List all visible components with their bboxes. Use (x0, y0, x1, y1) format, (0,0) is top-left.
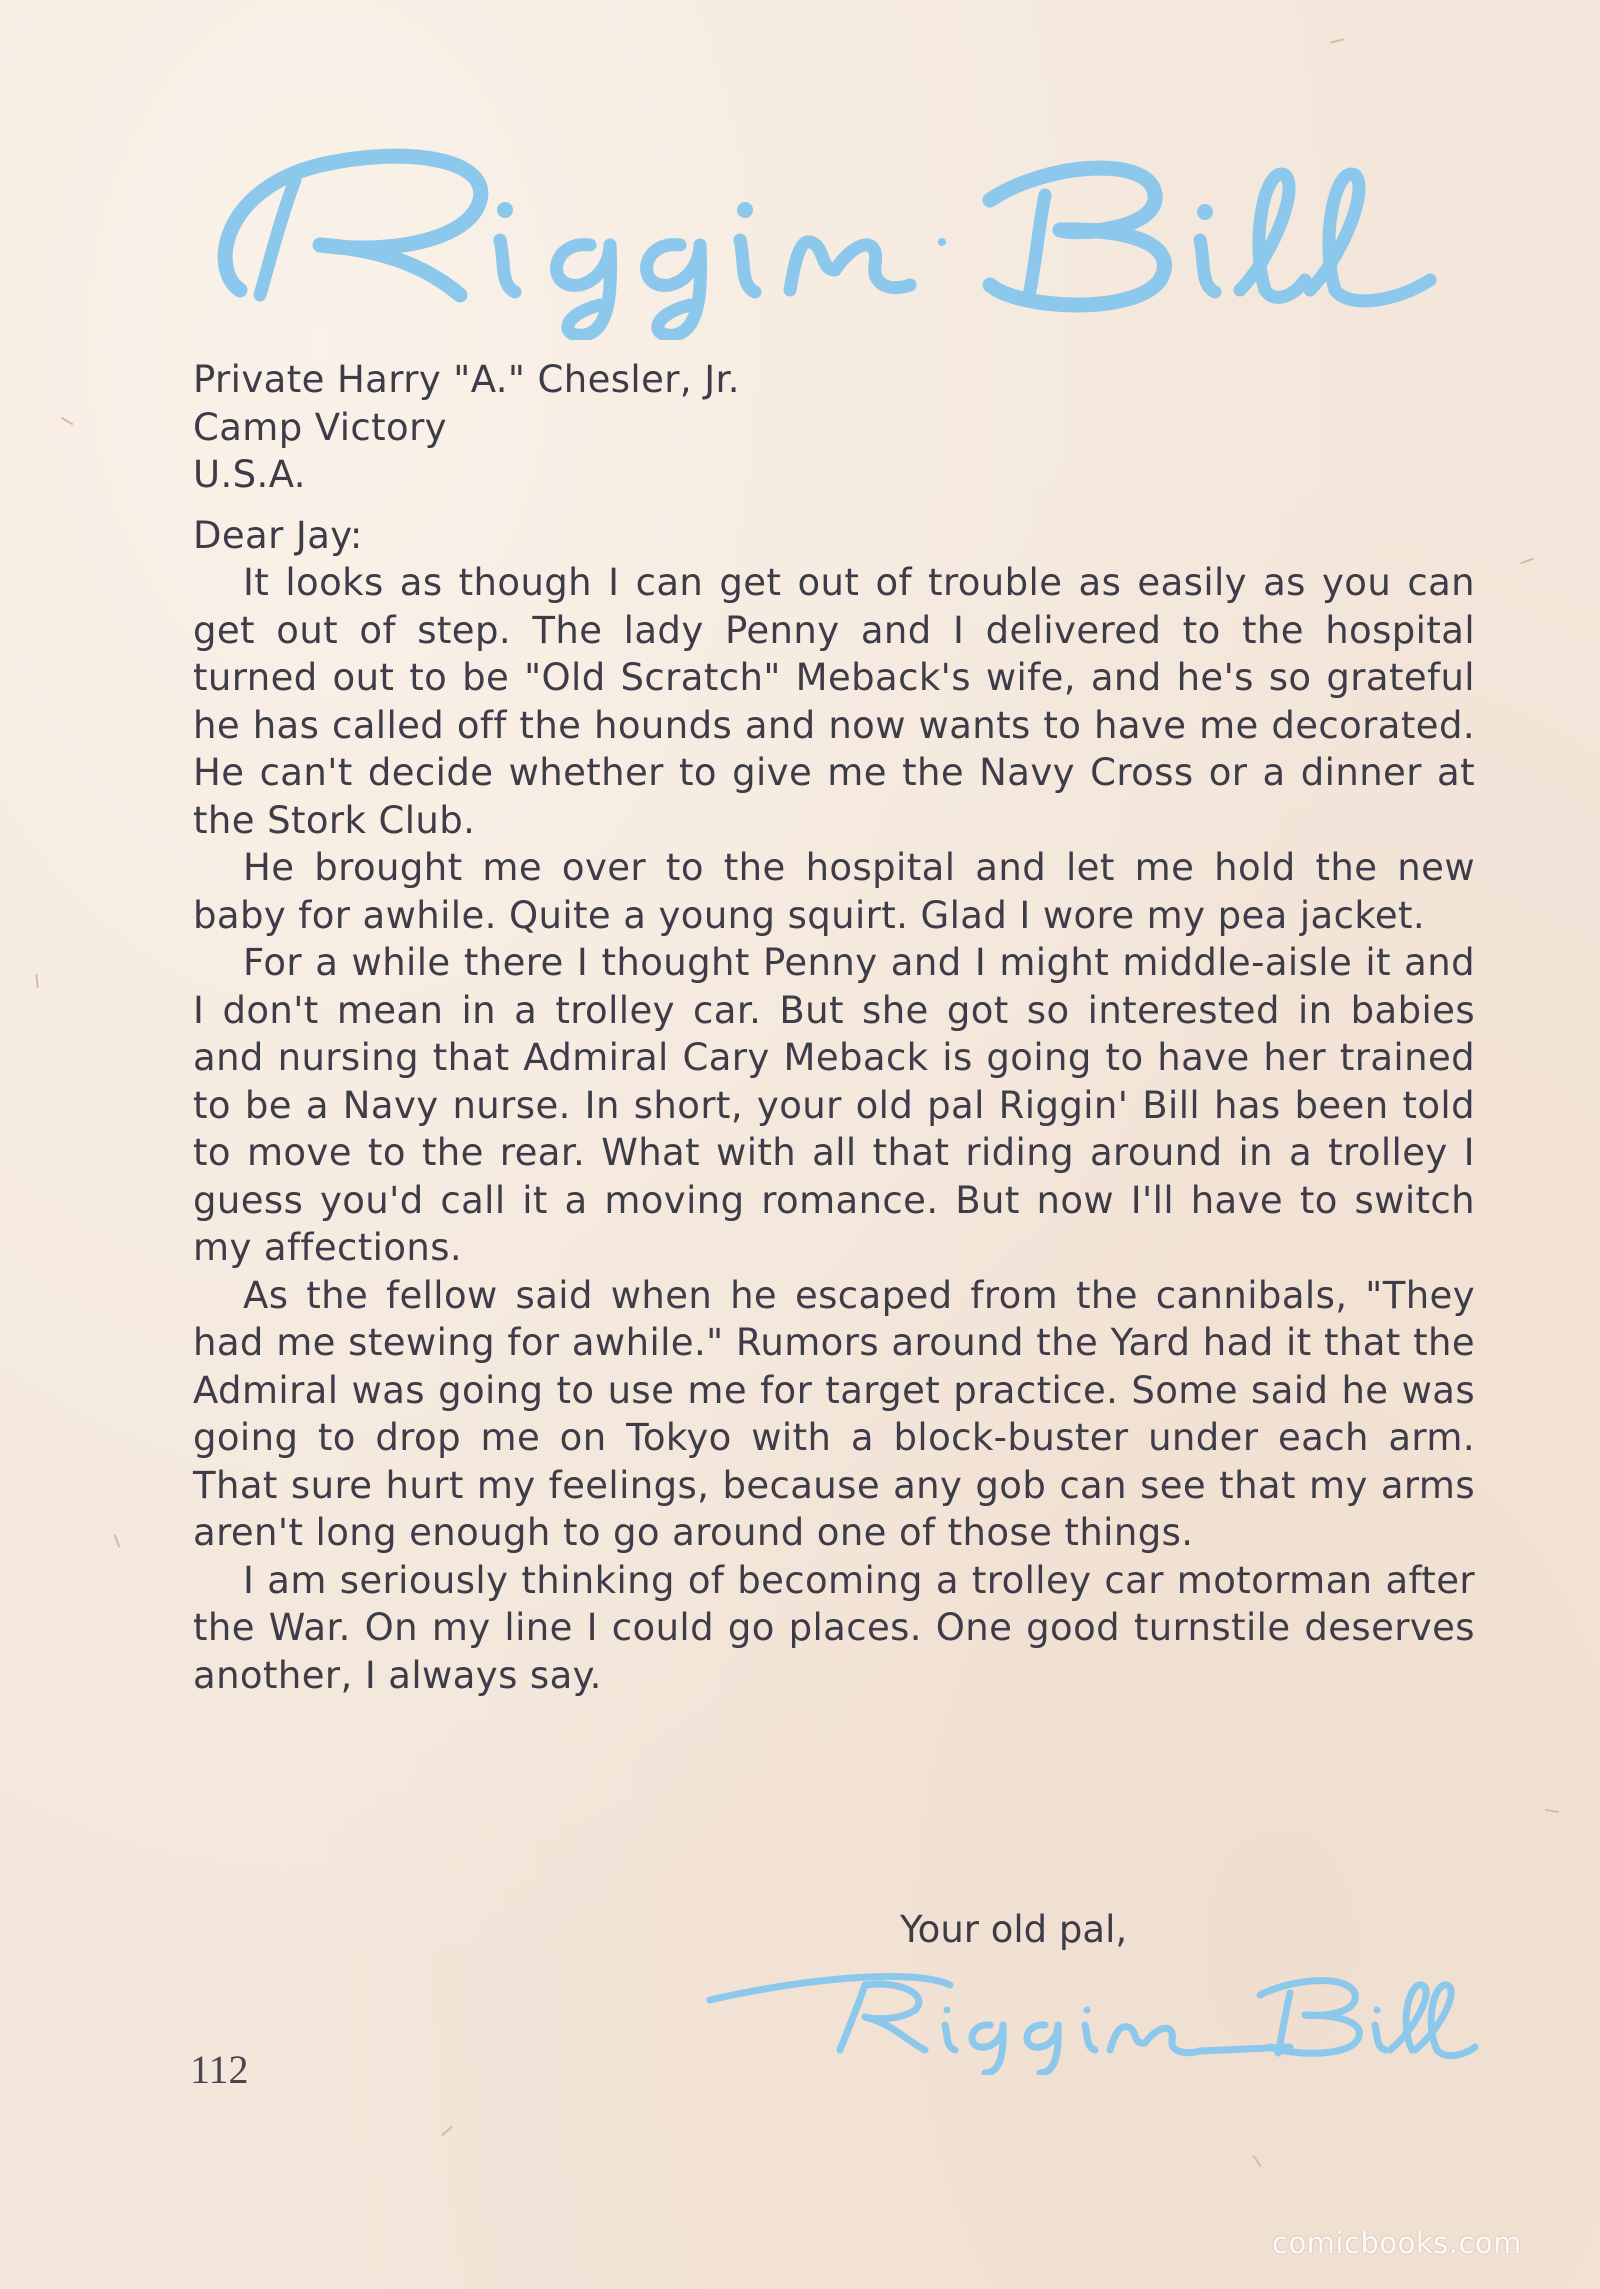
paper-fleck (441, 2126, 453, 2137)
address-block (193, 356, 1475, 499)
riggin-bill-heading-logo (200, 120, 1460, 340)
address-line-country: U.S.A. (193, 453, 306, 496)
body-paragraph: For a while there I thought Penny and I might middle-aisle it and I don't mean in a trolley car. But she got so interested in babies and nursing that Admiral Cary Meback is going to have her trained to be a Navy nurse. In short, your old pal Riggin' Bill has been told to move to the rear. What with all that riding around in a trolley I guess you'd call it a moving romance. But now I'll have to switch my affections. (193, 941, 1475, 1269)
paper-fleck (35, 974, 38, 988)
closing-line: Your old pal, (900, 1908, 1128, 1951)
page-number: 112 (190, 2047, 249, 2092)
body-paragraph: I am seriously thinking of becoming a trolley car motorman after the War. On my line I could go places. One good turnstile deserves another, I always say. (193, 1558, 1475, 1697)
letter-body (193, 356, 1475, 1699)
body-paragraph: He brought me over to the hospital and let me hold the new baby for awhile. Quite a young squirt. Glad I wore my pea jacket. (193, 846, 1475, 937)
site-watermark: comicbooks.com (1272, 2226, 1522, 2260)
body-paragraph: It looks as though I can get out of trouble as easily as you can get out of step. The lady Penny and I delivered to the hospital turned out to be "Old Scratch" Meback's wife, and he's so grateful he has called off the hounds and now wants to have me decorated. He can't decide whether to give me the Navy Cross or a dinner at the Stork Club. (193, 561, 1475, 842)
paper-fleck (1252, 2155, 1262, 2168)
body-paragraph: As the fellow said when he escaped from the cannibals, "They had me stewing for awhile." Rumors around the Yard had it that the Admiral was going to use me for target practice. Some said he was going to drop me on Tokyo with a block-buster under each arm. That sure hurt my feelings, because any gob can see that my arms aren't long enough to go around one of those things. (193, 1273, 1475, 1554)
paper-fleck (1520, 558, 1534, 565)
address-line-name: Private Harry "A." Chesler, Jr. (193, 358, 740, 401)
paper-fleck (60, 417, 73, 426)
salutation: Dear Jay: (193, 513, 363, 557)
paper-fleck (1330, 38, 1344, 44)
paper-fleck (1545, 1809, 1559, 1813)
paper-fleck (114, 1534, 121, 1548)
riggin-bill-signature (700, 1955, 1480, 2075)
address-line-camp: Camp Victory (193, 405, 447, 449)
